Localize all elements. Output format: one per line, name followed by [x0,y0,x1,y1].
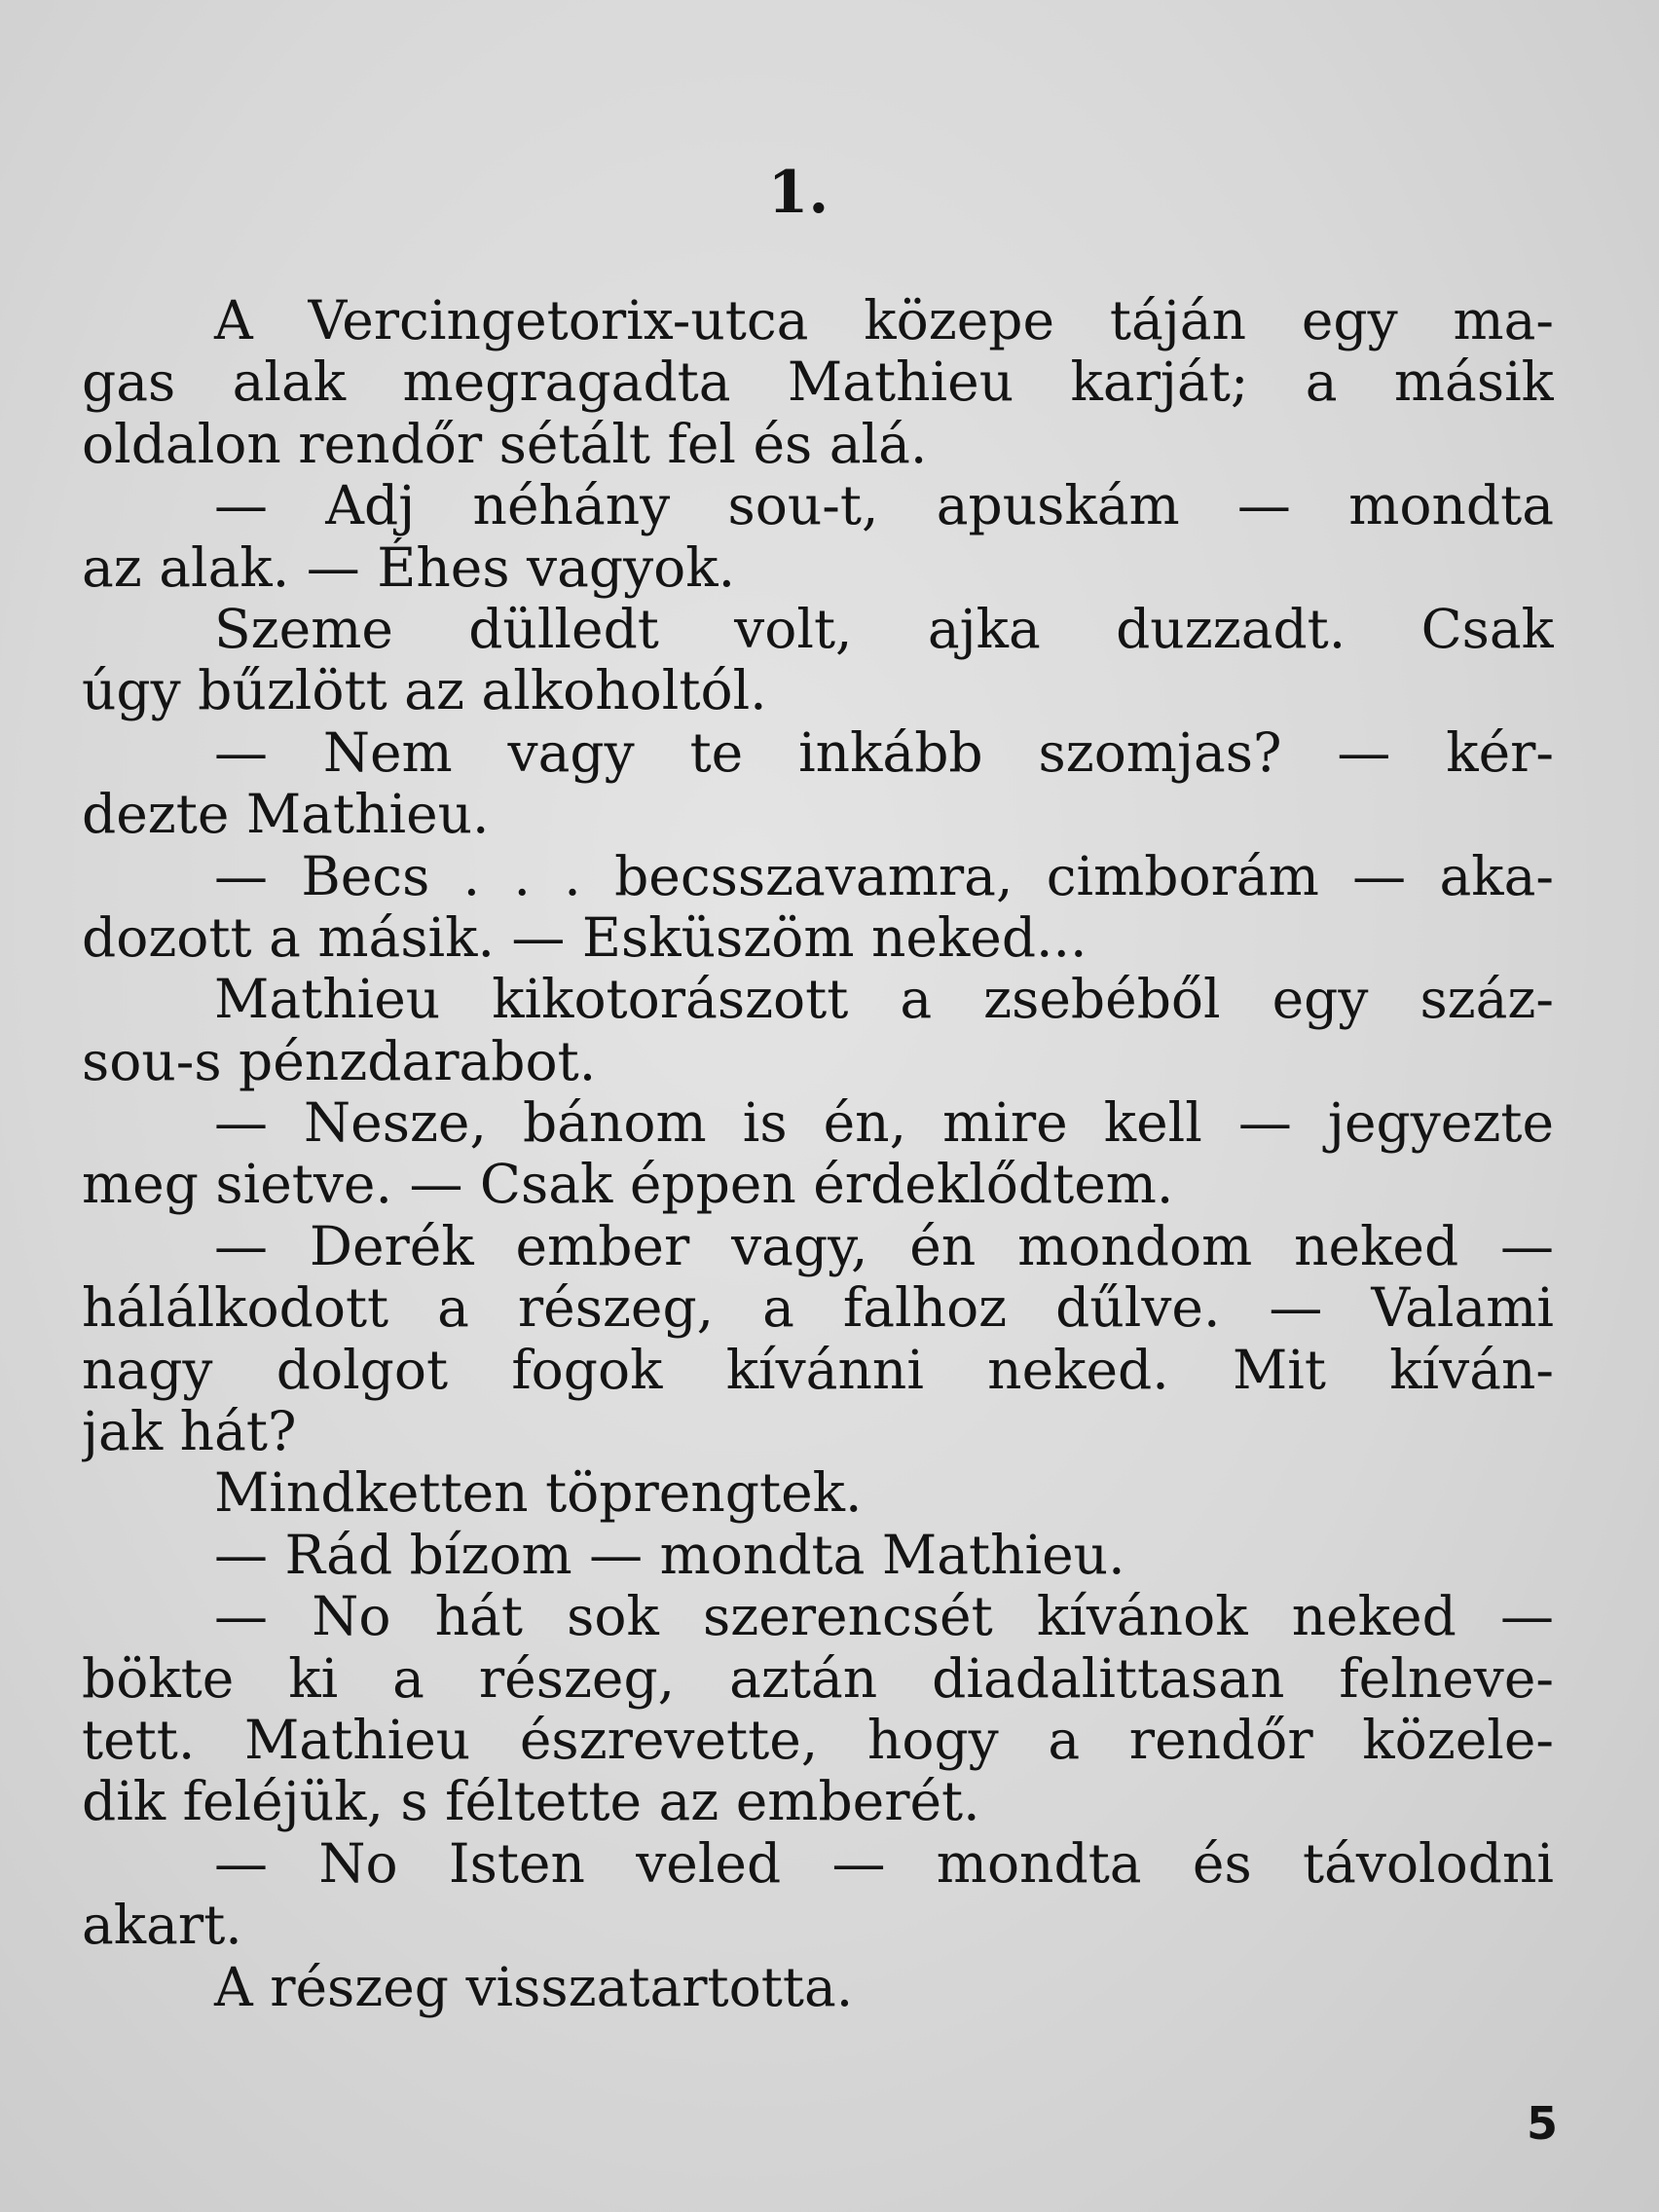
text-line: úgy bűzlött az alkoholtól. [82,660,767,722]
text-line: nagy dolgot fogok kívánni neked. Mit kíván- [82,1339,1554,1401]
text-line: bökte ki a részeg, aztán diadalittasan felneve- [82,1647,1554,1710]
text-line: tett. Mathieu észrevette, hogy a rendőr közele- [82,1709,1554,1771]
text-line: — Adj néhány sou-t, apuskám — mondta [214,475,1554,537]
text-line: dozott a másik. — Esküszöm neked... [82,906,1088,969]
body-text [82,290,1554,2018]
page-number: 5 [1527,2097,1559,2150]
text-line: hálálkodott a részeg, a falhoz dűlve. — Valami [82,1277,1554,1340]
text-line: dik feléjük, s féltette az emberét. [82,1771,980,1833]
text-line: — Nesze, bánom is én, mire kell — jegyezte [214,1092,1554,1155]
text-line: oldalon rendőr sétált fel és alá. [82,413,928,475]
text-line: — Becs . . . becsszavamra, cimborám — aka- [214,845,1554,907]
text-line: Mathieu kikotorászott a zsebéből egy száz- [214,969,1554,1031]
text-line: jak hát? [82,1401,297,1463]
text-line: akart. [82,1895,242,1957]
text-line: — Derék ember vagy, én mondom neked — [214,1215,1554,1277]
text-line: dezte Mathieu. [82,784,490,846]
text-line: — Rád bízom — mondta Mathieu. [214,1524,1125,1586]
text-line: Mindketten töprengtek. [214,1462,863,1525]
text-line: A részeg visszatartotta. [214,1956,854,2018]
text-line: Szeme dülledt volt, ajka duzzadt. Csak [214,598,1554,660]
text-line: — No hát sok szerencsét kívánok neked — [214,1586,1554,1648]
text-line: — No Isten veled — mondta és távolodni [214,1832,1554,1895]
text-line: gas alak megragadta Mathieu karját; a másik [82,351,1554,414]
text-line: A Vercingetorix-utca közepe táján egy ma- [214,290,1554,351]
chapter-number: 1. [767,159,830,227]
text-line: az alak. — Éhes vagyok. [82,536,736,599]
text-line: sou-s pénzdarabot. [82,1030,597,1092]
text-line: — Nem vagy te inkább szomjas? — kér- [214,721,1554,784]
text-line: meg sietve. — Csak éppen érdeklődtem. [82,1154,1174,1216]
